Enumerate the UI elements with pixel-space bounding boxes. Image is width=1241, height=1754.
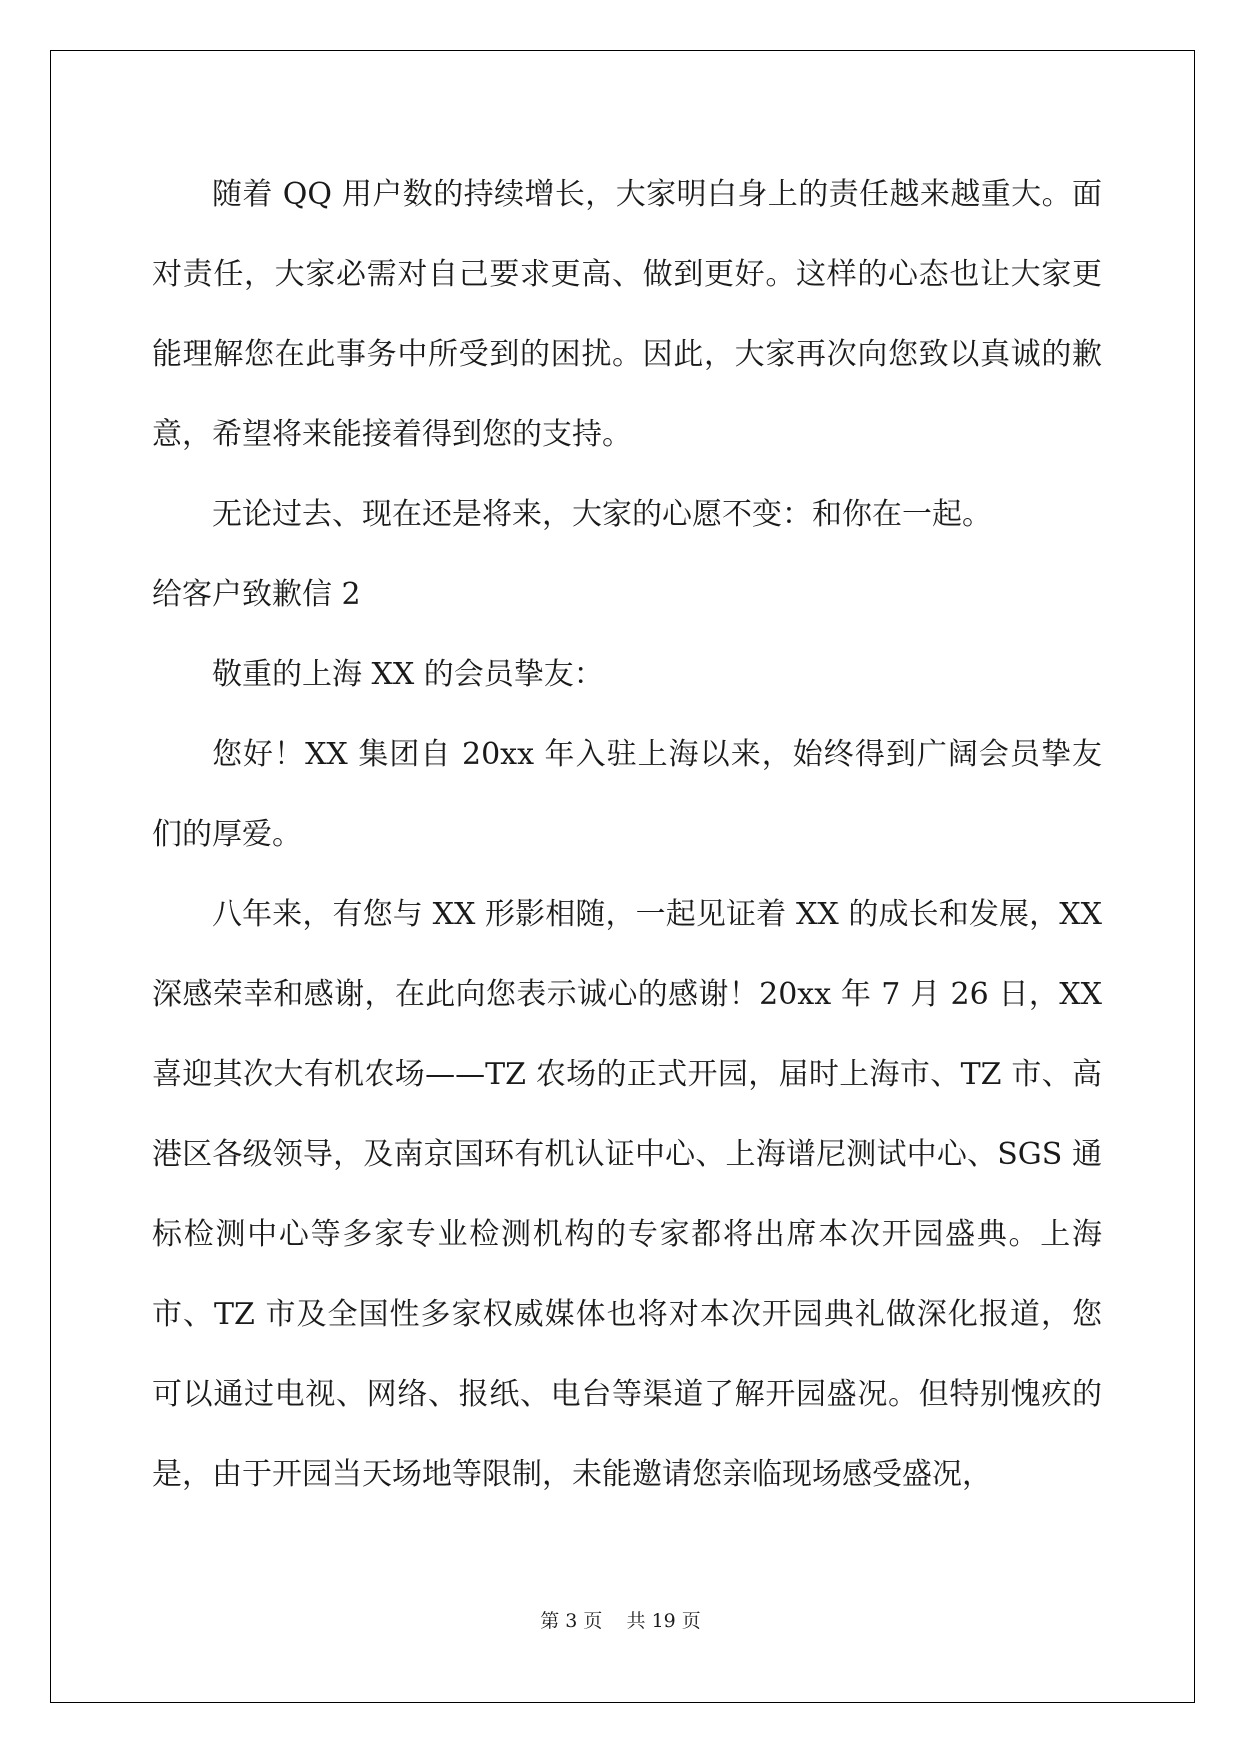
paragraph: 您好！XX 集团自 20xx 年入驻上海以来，始终得到广阔会员挚友们的厚爱。	[152, 737, 1102, 852]
paragraph: 随着 QQ 用户数的持续增长，大家明白身上的责任越来越重大。面对责任，大家必需对自己要求更高、做到更好。这样的心态也让大家更能理解您在此事务中所受到的困扰。因此，大家再次向您致以真诚的歉意，希望将来能接着得到您的支持。	[152, 177, 1102, 452]
salutation: 敬重的上海 XX 的会员挚友：	[212, 657, 604, 692]
page-number: 第 3 页	[540, 1610, 603, 1632]
document-body	[152, 155, 1102, 1515]
section-heading: 给客户致歉信 2	[152, 577, 361, 612]
paragraph: 无论过去、现在还是将来，大家的心愿不变：和你在一起。	[212, 497, 992, 532]
page-total: 共 19 页	[626, 1610, 701, 1632]
paragraph: 八年来，有您与 XX 形影相随，一起见证着 XX 的成长和发展，XX 深感荣幸和感谢，在此向您表示诚心的感谢！20xx 年 7 月 26 日，XX 喜迎其次大有机农场——TZ 农场的正式开园，届时上海市、TZ 市、高港区各级领导，及南京国环有机认证中心、上海谱尼测试中心、SGS 通标检测中心等多家专业检测机构的专家都将出席本次开园盛典。上海市、TZ 市及全国性多家权威媒体也将对本次开园典礼做深化报道，您可以通过电视、网络、报纸、电台等渠道了解开园盛况。但特别愧疚的是，由于开园当天场地等限制，未能邀请您亲临现场感受盛况，	[152, 897, 1102, 1492]
page-footer	[0, 1606, 1241, 1633]
